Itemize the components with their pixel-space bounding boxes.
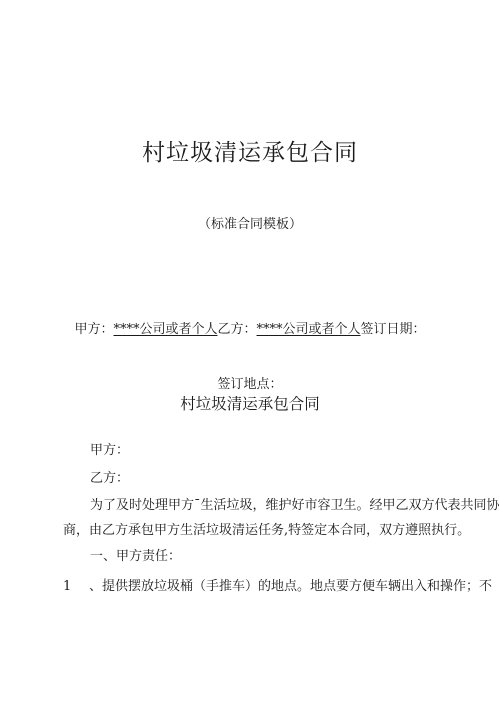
- document-subtitle: （标准合同模板）: [197, 217, 302, 232]
- party-a-value: ****公司或者个人: [113, 322, 218, 337]
- sign-date-label: 签订日期：: [360, 322, 426, 337]
- party-b-line: 乙方：: [90, 471, 130, 486]
- section-1-heading: 一、甲方责任：: [90, 549, 182, 564]
- intro-paragraph-line-1: 为了及时处理甲方ˉ生活垃圾，维护好市容卫生。经甲乙双方代表共同协: [90, 498, 500, 513]
- party-b-label: 乙方：: [217, 322, 257, 337]
- item-1-number: 1: [63, 579, 72, 594]
- body-title: 村垃圾清运承包合同: [180, 395, 320, 413]
- party-a-label: 甲方：: [74, 322, 114, 337]
- item-1-text: 、提供摆放垃圾桶（手推车）的地点。地点要方便车辆出入和操作；不: [89, 579, 493, 594]
- intro-paragraph-line-2: 商，由乙方承包甲方生活垃圾清运任务,特签定本合同，双方遵照执行。: [63, 523, 471, 538]
- party-a-line: 甲方：: [90, 443, 130, 458]
- party-b-value: ****公司或者个人: [256, 322, 361, 337]
- parties-line: [0, 321, 500, 339]
- sign-place-label: 签订地点：: [217, 377, 283, 392]
- document-title: 村垃圾清运承包合同: [142, 140, 358, 166]
- section-1-item-1: [63, 578, 492, 596]
